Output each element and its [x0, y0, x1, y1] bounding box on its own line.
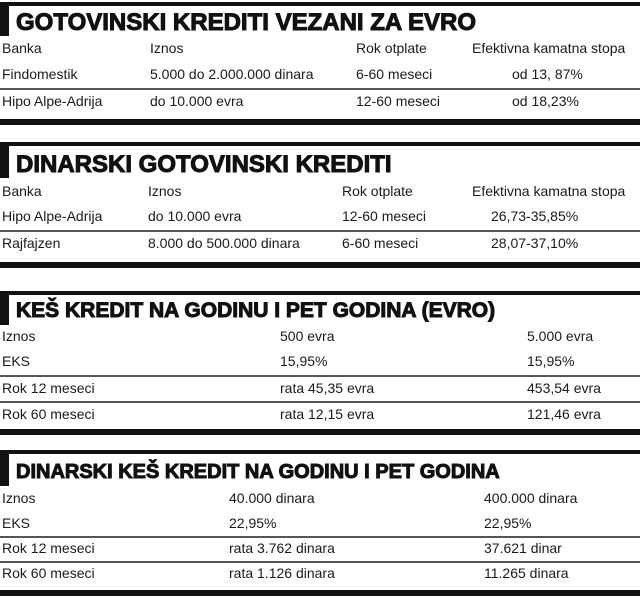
cell: Rok 60 meseci — [2, 406, 95, 422]
cell: od 13, 87% — [512, 66, 583, 82]
cell: 26,73-35,85% — [491, 208, 579, 224]
cell: 6-60 meseci — [356, 66, 433, 82]
title-marker — [0, 6, 9, 36]
table-row — [0, 376, 640, 401]
bottom-rule — [0, 590, 640, 596]
cell: 5.000 do 2.000.000 dinara — [150, 66, 314, 82]
cell: Iznos — [2, 328, 36, 344]
cell: 8.000 do 500.000 dinara — [148, 235, 300, 251]
cell: do 10.000 evra — [150, 93, 244, 109]
cell: 12-60 meseci — [342, 208, 427, 224]
cell: Hipo Alpe-Adrija — [2, 208, 103, 224]
cell: EKS — [2, 353, 31, 369]
section-title: DINARSKI GOTOVINSKI KREDITI — [16, 151, 392, 178]
top-rule — [0, 142, 640, 146]
table-row — [0, 62, 640, 87]
cell: EKS — [2, 515, 31, 531]
cell: 28,07-37,10% — [491, 235, 579, 251]
header-cell: Efektivna kamatna stopa — [472, 40, 626, 56]
cell: rata 1.126 dinara — [229, 565, 335, 581]
cell: 6-60 meseci — [342, 235, 419, 251]
top-rule — [0, 291, 640, 295]
title-marker — [0, 454, 9, 486]
cell: 37.621 dinar — [484, 540, 562, 556]
table-header-row — [0, 36, 640, 61]
table-row — [0, 204, 640, 229]
cell: 500 evra — [280, 328, 335, 344]
top-rule — [0, 2, 640, 6]
cell: do 10.000 evra — [148, 208, 242, 224]
cell: 400.000 dinara — [484, 490, 578, 506]
cell: od 18,23% — [512, 93, 579, 109]
cell: 5.000 evra — [527, 328, 594, 344]
table-row — [0, 486, 640, 511]
cell: Hipo Alpe-Adrija — [2, 93, 103, 109]
cell: Rok 12 meseci — [2, 540, 95, 556]
cell: Findomestik — [2, 66, 78, 82]
section-title: KEŠ KREDIT NA GODINU I PET GODINA (EVRO) — [16, 299, 496, 322]
cell: rata 45,35 evra — [280, 380, 375, 396]
table-row — [0, 324, 640, 349]
table-row — [0, 231, 640, 256]
table-row — [0, 561, 640, 586]
header-cell: Iznos — [148, 183, 182, 199]
header-cell: Rok otplate — [356, 40, 427, 56]
table-row — [0, 402, 640, 427]
bottom-rule — [0, 429, 640, 435]
top-rule — [0, 450, 640, 454]
header-cell: Banka — [2, 40, 42, 56]
header-cell: Rok otplate — [342, 183, 413, 199]
cell: Rajfajzen — [2, 235, 61, 251]
cell: 40.000 dinara — [229, 490, 315, 506]
cell: 121,46 evra — [527, 406, 601, 422]
table-row — [0, 511, 640, 536]
cell: 11.265 dinara — [484, 565, 569, 581]
table-dinarski-kes-kredit — [0, 450, 640, 600]
header-cell: Iznos — [150, 40, 184, 56]
section-title: DINARSKI KEŠ KREDIT NA GODINU I PET GODINA — [16, 461, 500, 483]
cell: 15,95% — [280, 353, 328, 369]
table-row — [0, 89, 640, 114]
cell: 15,95% — [527, 353, 575, 369]
cell: 22,95% — [229, 515, 277, 531]
header-cell: Banka — [2, 183, 42, 199]
cell: Rok 60 meseci — [2, 565, 95, 581]
section-title: GOTOVINSKI KREDITI VEZANI ZA EVRO — [16, 9, 477, 36]
title-marker — [0, 146, 9, 178]
bottom-rule — [0, 119, 640, 125]
header-cell: Efektivna kamatna stopa — [472, 183, 626, 199]
cell: 12-60 meseci — [356, 93, 441, 109]
table-kes-kredit-evro — [0, 291, 640, 437]
table-gotovinski-krediti-evro — [0, 2, 640, 126]
cell: rata 12,15 evra — [280, 406, 375, 422]
cell: Iznos — [2, 490, 36, 506]
table-header-row — [0, 179, 640, 204]
cell: 22,95% — [484, 515, 532, 531]
table-row — [0, 349, 640, 374]
table-row — [0, 536, 640, 561]
bottom-rule — [0, 262, 640, 268]
title-marker — [0, 295, 9, 325]
cell: Rok 12 meseci — [2, 380, 95, 396]
table-dinarski-gotovinski-krediti — [0, 142, 640, 266]
cell: rata 3.762 dinara — [229, 540, 335, 556]
cell: 453,54 evra — [527, 380, 601, 396]
